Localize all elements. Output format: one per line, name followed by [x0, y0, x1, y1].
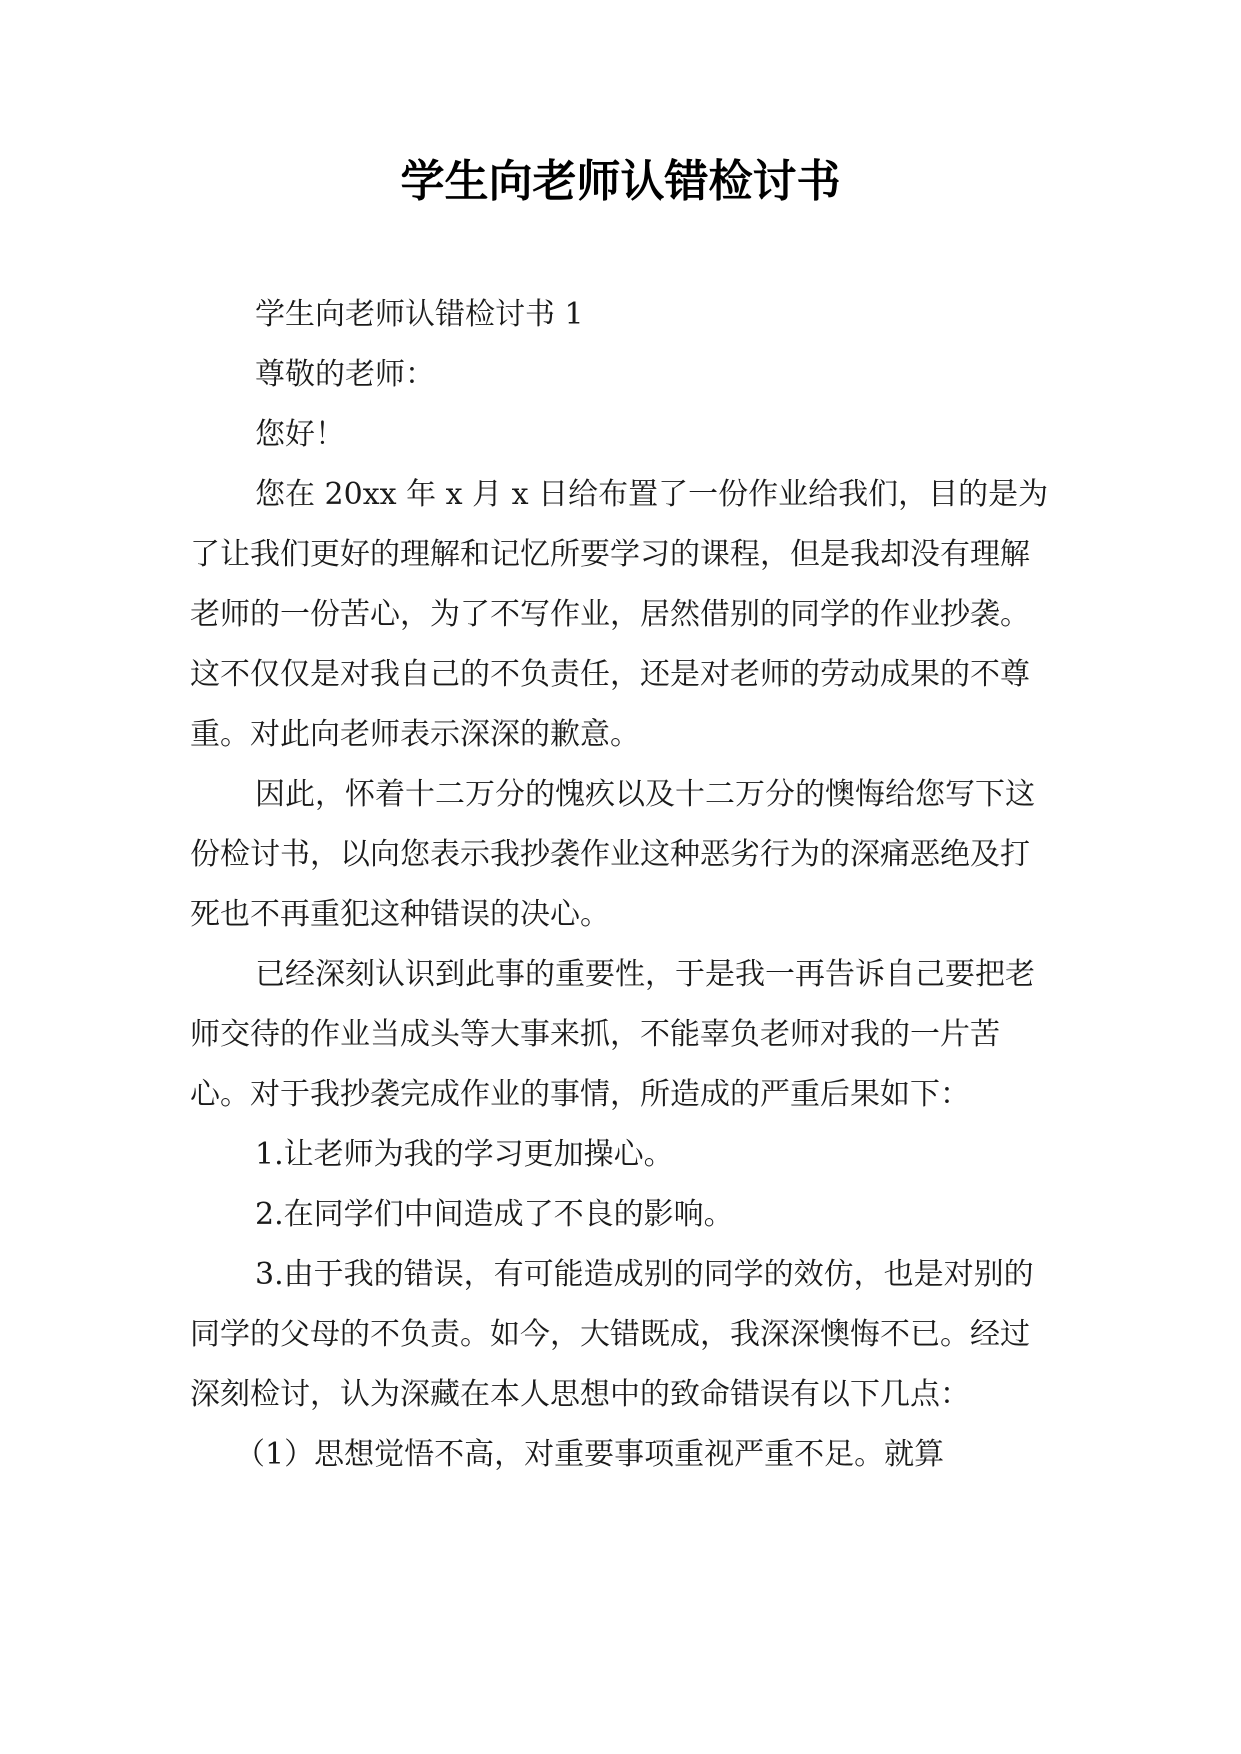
- greeting: 您好！: [255, 417, 345, 452]
- document-body: [190, 285, 1050, 1485]
- paragraph: 因此，怀着十二万分的愧疚以及十二万分的懊悔给您写下这份检讨书，以向您表示我抄袭作业这种恶劣行为的深痛恶绝及打死也不再重犯这种错误的决心。: [190, 777, 1035, 932]
- paragraph: 已经深刻认识到此事的重要性，于是我一再告诉自己要把老师交待的作业当成头等大事来抓，不能辜负老师对我的一片苦心。对于我抄袭完成作业的事情，所造成的严重后果如下：: [190, 957, 1035, 1112]
- list-item: 2.在同学们中间造成了不良的影响。: [255, 1197, 734, 1232]
- document-title: 学生向老师认错检讨书: [400, 156, 841, 207]
- section-heading: 学生向老师认错检讨书 1: [255, 297, 584, 332]
- paragraph: 您在 20xx 年 x 月 x 日给布置了一份作业给我们，目的是为了让我们更好的理解和记忆所要学习的课程，但是我却没有理解老师的一份苦心，为了不写作业，居然借别的同学的作业抄袭。这不仅仅是对我自己的不负责任，还是对老师的劳动成果的不尊重。对此向老师表示深深的歉意。: [190, 477, 1049, 752]
- list-item: 1.让老师为我的学习更加操心。: [255, 1137, 674, 1172]
- list-item: （1）思想觉悟不高，对重要事项重视严重不足。就算: [235, 1437, 945, 1472]
- salutation: 尊敬的老师：: [255, 357, 435, 392]
- list-item: 3.由于我的错误，有可能造成别的同学的效仿，也是对别的同学的父母的不负责。如今，大错既成，我深深懊悔不已。经过深刻检讨，认为深藏在本人思想中的致命错误有以下几点：: [190, 1257, 1034, 1412]
